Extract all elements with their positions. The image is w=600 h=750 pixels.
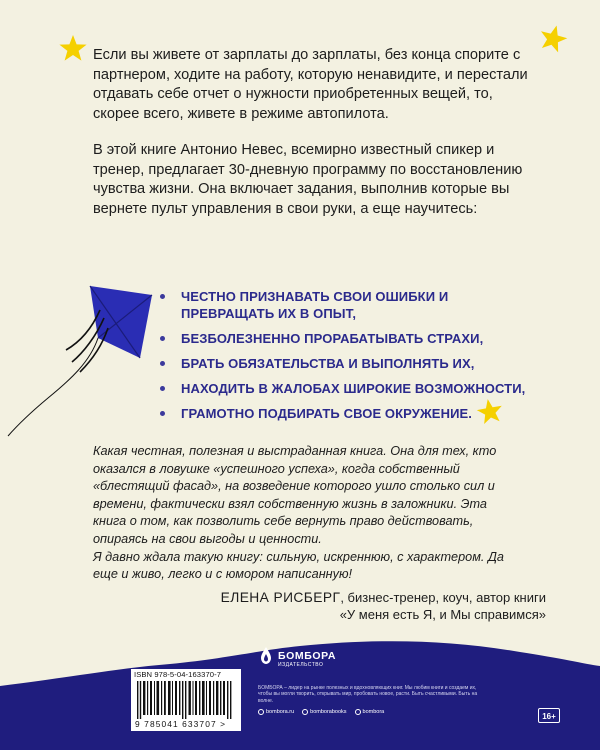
- list-item: БРАТЬ ОБЯЗАТЕЛЬСТВА И ВЫПОЛНЯТЬ ИХ,: [160, 355, 540, 372]
- publisher-brand: БОМБОРА: [278, 650, 337, 662]
- social-network-icon: [302, 709, 308, 715]
- list-item: БЕЗБОЛЕЗНЕННО ПРОРАБАТЫВАТЬ СТРАХИ,: [160, 330, 540, 347]
- quote-text-1: Какая честная, полезная и выстраданная книга. Она для тех, кто оказался в ловушке «успешного успеха», когда собственный «блестящий фасад», на возведение которого ушло столько сил и времени, фактически взял собственную жизнь в заложники. Эта книга о том, как позволить себе вернуть право действовать, опираясь на свои выгоды и ценности.: [93, 444, 497, 546]
- barcode: [137, 681, 235, 719]
- publisher-description: БОМБОРА – лидер на рынке полезных и вдохновляющих книг. Мы любим книги и создаем их, чтобы вы могли творить, открывать мир, пробовать новое, расти. Быть счастливыми. Быть на волне.: [258, 685, 478, 704]
- list-item: ГРАМОТНО ПОДБИРАТЬ СВОЕ ОКРУЖЕНИЕ.: [160, 405, 540, 422]
- author-name: ЕЛЕНА РИСБЕРГ: [220, 590, 341, 605]
- isbn-text: ISBN 978-5-04-163370-7: [134, 670, 222, 679]
- social-link-bombora[interactable]: bombora: [355, 708, 385, 716]
- bombora-logo-icon: [258, 646, 274, 666]
- social-network-icon: [355, 709, 361, 715]
- publisher-socials: [258, 708, 488, 716]
- intro-paragraph-1: Если вы живете от зарплаты до зарплаты, без конца спорите с партнером, ходите на работу, которую ненавидите, и перестали отдавать себе отчет о нужности приобретенных вещей, то, скорее всего, живете в режиме автопилота.: [93, 47, 528, 122]
- social-link-site[interactable]: bombora.ru: [258, 708, 294, 716]
- barcode-digits: 9 785041 633707 >: [135, 719, 227, 729]
- globe-icon: [258, 709, 264, 715]
- social-link-books[interactable]: bomborabooks: [302, 708, 346, 716]
- quote-text-2: Я давно ждала такую книгу: сильную, искреннюю, с характером. Да еще и живо, легко и с юмором написанную!: [93, 549, 504, 582]
- list-item: НАХОДИТЬ В ЖАЛОБАХ ШИРОКИЕ ВОЗМОЖНОСТИ,: [160, 380, 540, 397]
- author-role: , бизнес-тренер, коуч, автор книги: [340, 590, 546, 605]
- intro-paragraph-2: В этой книге Антонио Невес, всемирно известный спикер и тренер, предлагает 30-дневную программу по восстановлению чувства жизни. Она включает задания, выполнив которые вы вернете пульт управления в свои руки, а еще научитесь:: [93, 142, 523, 217]
- publisher-imprint: ИЗДАТЕЛЬСТВО: [278, 662, 324, 668]
- age-rating-badge: 16+: [538, 708, 560, 723]
- list-item: ЧЕСТНО ПРИЗНАВАТЬ СВОИ ОШИБКИ И ПРЕВРАЩАТЬ ИХ В ОПЫТ,: [160, 288, 540, 322]
- author-books: «У меня есть Я, и Мы справимся»: [339, 607, 546, 622]
- barcode-box: [131, 669, 241, 731]
